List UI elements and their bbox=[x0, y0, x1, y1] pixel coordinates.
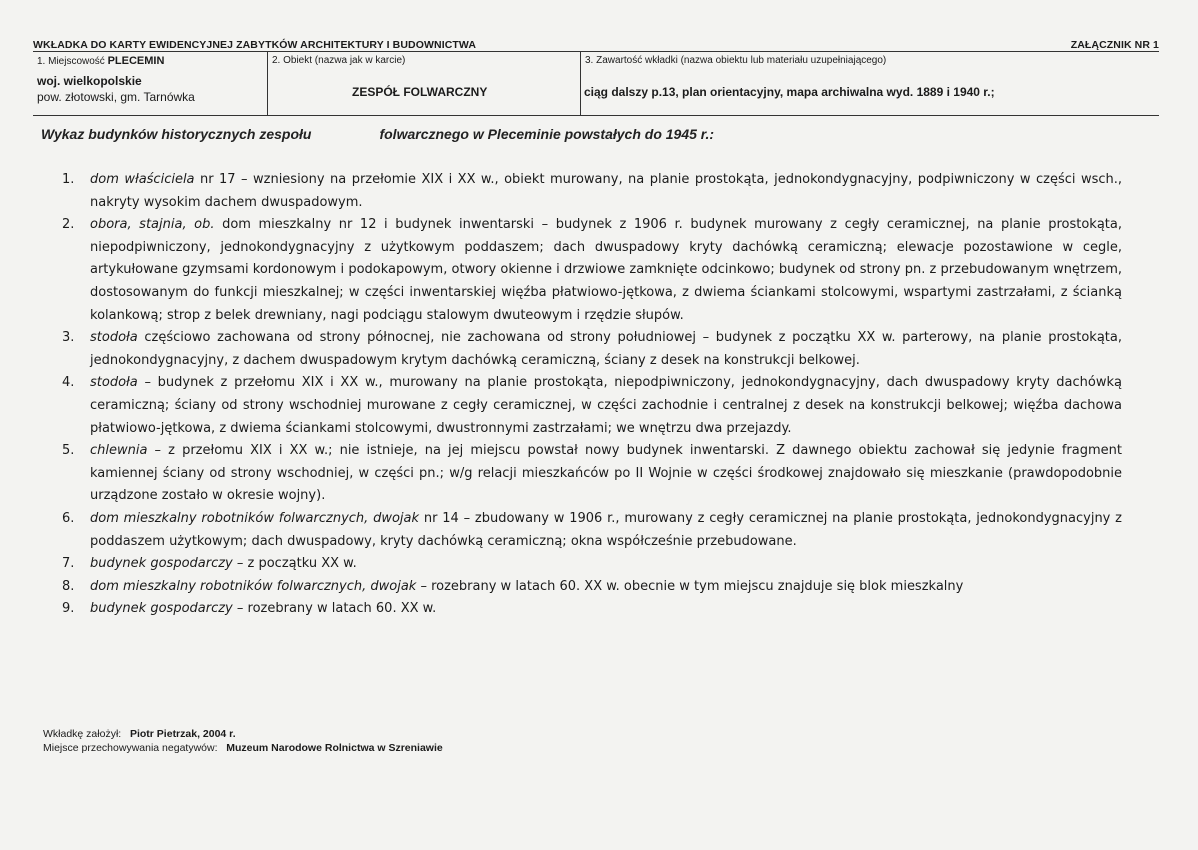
list-item: 1. dom właściciela nr 17 – wzniesiony na przełomie XIX i XX w., obiekt murowany, na planie prostokąta, jednokondygnacyjny, podpiwniczony w części wsch., nakryty wysokim dachem dwuspadowym. bbox=[62, 172, 1122, 210]
list-item: 3. stodoła częściowo zachowana od strony północnej, nie zachowana od strony południowej – budynek z początku XX w. parterowy, na planie prostokąta, jednokondygnacyjny, z dachem dwuspadowym krytym dachówką ceramiczną, ściany z desek na konstrukcji belkowej. bbox=[62, 330, 1122, 368]
place-label: 1. Miejscowość bbox=[37, 56, 105, 67]
list-item: 5. chlewnia – z przełomu XIX i XX w.; nie istnieje, na jej miejscu powstał nowy budynek inwentarski. Z dawnego obiektu zachował się jedynie fragment kamiennej ściany od strony wschodniej, w części pn.; w/g relacji mieszkańców po II Wojnie w części środkowej znajdowało się mieszkanie (prawdopodobnie urządzone zostało w okresie wojny). bbox=[62, 443, 1122, 504]
place-cell bbox=[33, 52, 267, 115]
building-list bbox=[62, 169, 1122, 621]
storage-value: Muzeum Narodowe Rolnictwa w Szreniawie bbox=[226, 742, 443, 754]
attachment-label: ZAŁĄCZNIK NR 1 bbox=[1070, 39, 1159, 51]
footer-author bbox=[43, 728, 236, 740]
author-value: Piotr Pietrzak, 2004 r. bbox=[129, 728, 236, 740]
list-title-part2: folwarcznego w Pleceminie powstałych do 1945 r.: bbox=[379, 126, 715, 142]
author-label: Wkładkę założył: bbox=[43, 728, 122, 740]
object-label: 2. Obiekt (nazwa jak w karcie) bbox=[272, 55, 406, 66]
storage-label: Miejsce przechowywania negatywów: bbox=[43, 742, 218, 754]
district: pow. złotowski, gm. Tarnówka bbox=[37, 90, 195, 104]
voivodeship: woj. wielkopolskie bbox=[37, 74, 142, 88]
object-cell bbox=[267, 52, 580, 115]
list-item: 4. stodoła – budynek z przełomu XIX i XX w., murowany na planie prostokąta, niepodpiwniczony, jednokondygnacyjny, dach dwuspadowy kryty dachówką ceramiczną; ściany od strony wschodniej murowane z cegły ceramicznej, w części zachodnie i centralnej z desek na konstrukcji belkowej; więźba dachowa płatwiowo-jętkowa, z dwiema ściankami stolcowymi, dwustronnymi zastrzałami; we wnętrzu dwa przejazdy. bbox=[62, 375, 1122, 436]
content-value: ciąg dalszy p.13, plan orientacyjny, mapa archiwalna wyd. 1889 i 1940 r.; bbox=[584, 85, 995, 99]
document-title: WKŁADKA DO KARTY EWIDENCYJNEJ ZABYTKÓW ARCHITEKTURY I BUDOWNICTWA bbox=[33, 39, 477, 51]
list-item: 7. budynek gospodarczy – z początku XX w. bbox=[62, 556, 357, 572]
list-item: 6. dom mieszkalny robotników folwarcznych, dwojak nr 14 – zbudowany w 1906 r., murowany z cegły ceramicznej na planie prostokąta, jednokondygnacyjny z poddaszem użytkowym; dach dwuspadowy, kryty dachówką ceramiczną; okna współcześnie przebudowane. bbox=[62, 510, 1123, 549]
list-title-part1: Wykaz budynków historycznych zespołu bbox=[41, 126, 312, 142]
header-table bbox=[33, 51, 1159, 116]
header bbox=[33, 39, 1159, 51]
place-value: PLECEMIN bbox=[107, 55, 165, 67]
list-item: 9. budynek gospodarczy – rozebrany w latach 60. XX w. bbox=[62, 601, 437, 617]
list-title bbox=[41, 126, 714, 142]
list-item: 2. obora, stajnia, ob. dom mieszkalny nr 12 i budynek inwentarski – budynek z 1906 r. budynek murowany z cegły ceramicznej, na planie prostokąta, niepodpiwniczony, jednokondygnacyjny z użytkowym poddaszem; dach dwuspadowy kryty dachówką ceramiczną; elewacje pozostawione w cegle, artykułowane gzymsami kordonowym i podokapowym, otwory okienne i drzwiowe zamknięte odcinkowo; budynek od strony pn. z przebudowanym wnętrzem, dostosowanym do funkcji mieszkalnej; w części inwentarskiej więźba płatwiowo-jętkowa, z dwiema ściankami stolcowymi, wspartymi zastrzałami, z ścianką kolankową; strop z belek drewniany, nagi podciągu stalowym dwuteowym i rzędzie słupów. bbox=[62, 217, 1122, 323]
object-value: ZESPÓŁ FOLWARCZNY bbox=[352, 85, 488, 99]
content-label: 3. Zawartość wkładki (nazwa obiektu lub materiału uzupełniającego) bbox=[585, 55, 887, 66]
list-item: 8. dom mieszkalny robotników folwarcznych, dwojak – rozebrany w latach 60. XX w. obecnie w tym miejscu znajduje się blok mieszkalny bbox=[62, 578, 964, 594]
content-cell bbox=[580, 52, 1159, 115]
footer-storage bbox=[43, 742, 443, 754]
